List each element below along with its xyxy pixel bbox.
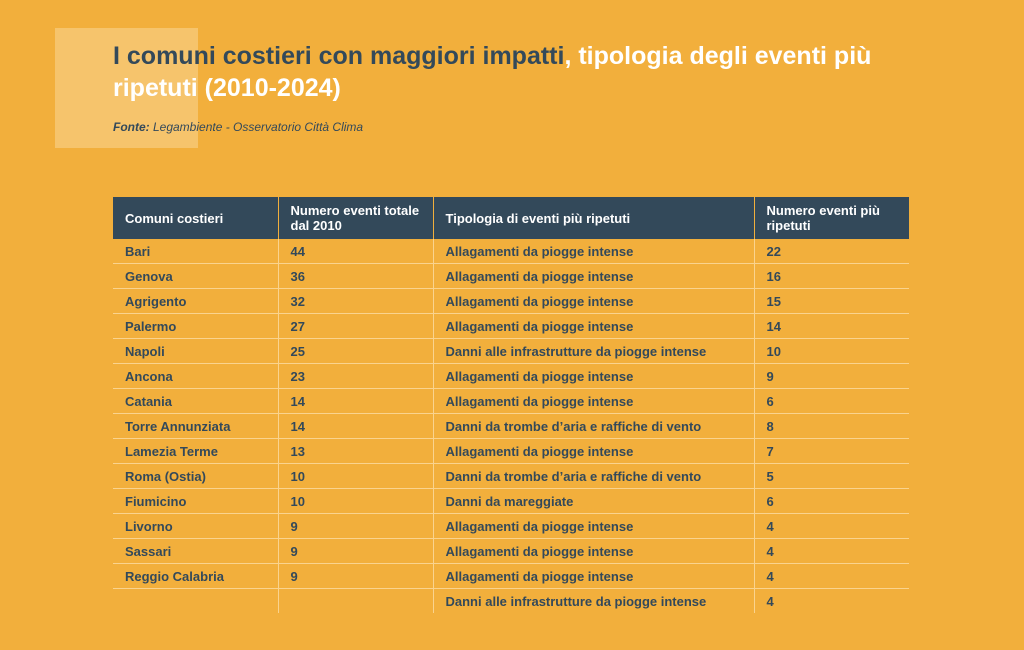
cell-comune [113,589,278,614]
table-row [113,264,909,289]
cell-comune: Lamezia Terme [113,439,278,464]
table-row [113,314,909,339]
cell-tipologia: Allagamenti da piogge intense [433,514,754,539]
title-highlight: I comuni costieri con maggiori impatti [113,42,565,70]
cell-eventi-ripetuti: 14 [754,314,909,339]
cell-comune: Bari [113,239,278,264]
table-row [113,589,909,614]
cell-eventi-totali: 14 [278,414,433,439]
cell-comune: Sassari [113,539,278,564]
cell-eventi-ripetuti: 5 [754,464,909,489]
cell-eventi-totali: 9 [278,564,433,589]
cell-eventi-totali: 25 [278,339,433,364]
table-row [113,289,909,314]
cell-eventi-totali: 9 [278,514,433,539]
cell-eventi-ripetuti: 4 [754,514,909,539]
cell-comune: Catania [113,389,278,414]
cell-tipologia: Allagamenti da piogge intense [433,264,754,289]
cell-comune: Genova [113,264,278,289]
table-row [113,439,909,464]
table-row [113,514,909,539]
coastal-municipalities-table [113,197,909,613]
cell-comune: Livorno [113,514,278,539]
cell-comune: Napoli [113,339,278,364]
table-header-row [113,197,909,239]
cell-eventi-totali: 32 [278,289,433,314]
cell-tipologia: Danni da trombe d’aria e raffiche di vento [433,414,754,439]
table-row [113,464,909,489]
cell-eventi-ripetuti: 4 [754,539,909,564]
cell-comune: Torre Annunziata [113,414,278,439]
cell-eventi-totali [278,589,433,614]
cell-tipologia: Allagamenti da piogge intense [433,389,754,414]
cell-tipologia: Danni alle infrastrutture da piogge intense [433,589,754,614]
cell-eventi-ripetuti: 15 [754,289,909,314]
table-row [113,239,909,264]
table-row [113,414,909,439]
cell-eventi-ripetuti: 22 [754,239,909,264]
cell-eventi-ripetuti: 8 [754,414,909,439]
header-numero-eventi-ripetuti: Numero eventi più ripetuti [754,197,909,239]
header-tipologia: Tipologia di eventi più ripetuti [433,197,754,239]
cell-eventi-ripetuti: 4 [754,564,909,589]
cell-eventi-ripetuti: 16 [754,264,909,289]
cell-eventi-totali: 10 [278,464,433,489]
cell-comune: Ancona [113,364,278,389]
table-row [113,489,909,514]
cell-tipologia: Allagamenti da piogge intense [433,364,754,389]
cell-comune: Reggio Calabria [113,564,278,589]
cell-tipologia: Allagamenti da piogge intense [433,289,754,314]
source-note [113,120,363,134]
cell-eventi-ripetuti: 6 [754,389,909,414]
cell-eventi-totali: 13 [278,439,433,464]
cell-eventi-totali: 14 [278,389,433,414]
cell-eventi-ripetuti: 6 [754,489,909,514]
cell-comune: Agrigento [113,289,278,314]
source-label: Fonte: [113,120,150,134]
cell-eventi-totali: 27 [278,314,433,339]
cell-tipologia: Allagamenti da piogge intense [433,239,754,264]
cell-comune: Fiumicino [113,489,278,514]
table-row [113,339,909,364]
cell-tipologia: Allagamenti da piogge intense [433,539,754,564]
cell-eventi-ripetuti: 9 [754,364,909,389]
cell-comune: Palermo [113,314,278,339]
cell-eventi-ripetuti: 7 [754,439,909,464]
cell-eventi-totali: 44 [278,239,433,264]
cell-tipologia: Danni da mareggiate [433,489,754,514]
page-title [113,40,933,104]
cell-eventi-totali: 9 [278,539,433,564]
table-row [113,539,909,564]
cell-tipologia: Danni alle infrastrutture da piogge intense [433,339,754,364]
source-text: Legambiente - Osservatorio Città Clima [149,120,364,134]
title-rest: , tipologia degli eventi più ripetuti (2010-2024) [113,42,872,102]
header-numero-eventi-totale: Numero eventi totale dal 2010 [278,197,433,239]
table-row [113,564,909,589]
table-body [113,239,909,613]
cell-comune: Roma (Ostia) [113,464,278,489]
table-row [113,389,909,414]
cell-eventi-ripetuti: 10 [754,339,909,364]
cell-tipologia: Allagamenti da piogge intense [433,439,754,464]
cell-eventi-totali: 36 [278,264,433,289]
cell-eventi-totali: 10 [278,489,433,514]
cell-eventi-ripetuti: 4 [754,589,909,614]
cell-tipologia: Danni da trombe d’aria e raffiche di vento [433,464,754,489]
table-row [113,364,909,389]
cell-tipologia: Allagamenti da piogge intense [433,314,754,339]
cell-tipologia: Allagamenti da piogge intense [433,564,754,589]
cell-eventi-totali: 23 [278,364,433,389]
header-comuni: Comuni costieri [113,197,278,239]
